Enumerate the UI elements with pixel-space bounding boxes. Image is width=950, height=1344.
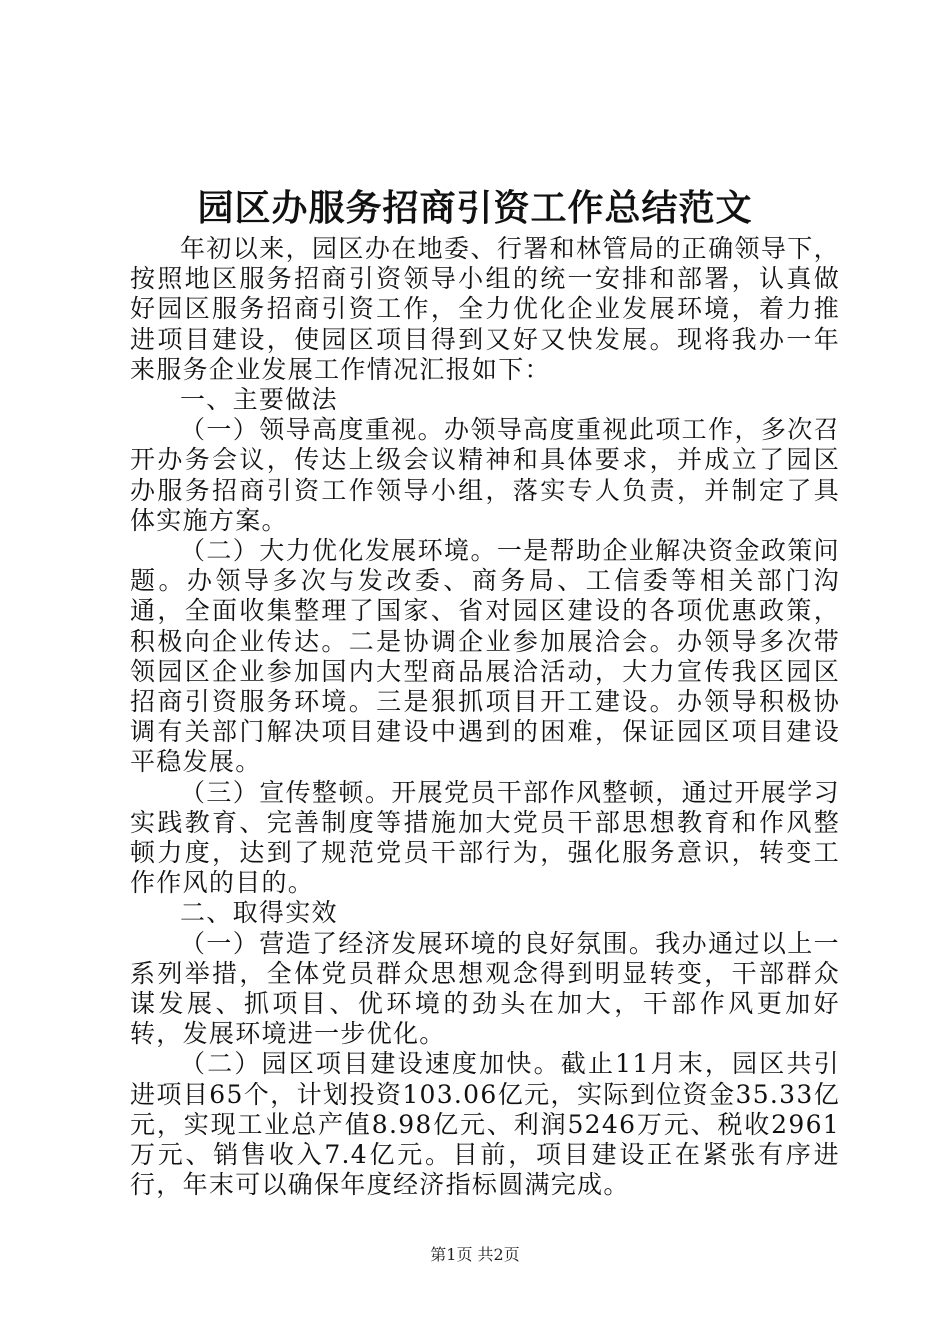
paragraph-leadership: （一）领导高度重视。办领导高度重视此项工作，多次召开办务会议，传达上级会议精神和具体要求，并成立了园区办服务招商引资工作领导小组，落实专人负责，并制定了具体实施方案。: [130, 415, 840, 535]
intro-paragraph: 年初以来，园区办在地委、行署和林管局的正确领导下，按照地区服务招商引资领导小组的统一安排和部署，认真做好园区服务招商引资工作，全力优化企业发展环境，着力推进项目建设，使园区项目得到又好又快发展。现将我办一年来服务企业发展工作情况汇报如下：: [130, 234, 840, 384]
paragraph-environment: （二）大力优化发展环境。一是帮助企业解决资金政策问题。办领导多次与发改委、商务局、工信委等相关部门沟通，全面收集整理了国家、省对园区建设的各项优惠政策，积极向企业传达。二是协调企业参加展洽会。办领导多次带领园区企业参加国内大型商品展洽活动，大力宣传我区园区招商引资服务环境。三是狠抓项目开工建设。办领导积极协调有关部门解决项目建设中遇到的困难，保证园区项目建设平稳发展。: [130, 536, 840, 777]
section-heading-results: 二、取得实效: [180, 898, 338, 928]
document-body: [130, 234, 840, 1201]
page-number-footer: 第1页 共2页: [430, 1245, 520, 1264]
document-title: 园区办服务招商引资工作总结范文: [197, 187, 753, 229]
section-heading-main-practices: 一、主要做法: [180, 385, 338, 415]
paragraph-atmosphere: （一）营造了经济发展环境的良好氛围。我办通过以上一系列举措，全体党员群众思想观念得到明显转变，干部群众谋发展、抓项目、优环境的劲头在加大，干部作风更加好转，发展环境进一步优化。: [130, 928, 840, 1049]
paragraph-rectification: （三）宣传整顿。开展党员干部作风整顿，通过开展学习实践教育、完善制度等措施加大党员干部思想教育和作风整顿力度，达到了规范党员干部行为，强化服务意识，转变工作作风的目的。: [130, 777, 840, 898]
paragraph-project-speed: （二）园区项目建设速度加快。截止11月末，园区共引进项目65个，计划投资103.06亿元，实际到位资金35.33亿元，实现工业总产值8.98亿元、利润5246万元、税收2961万元、销售收入7.4亿元。目前，项目建设正在紧张有序进行，年末可以确保年度经济指标圆满完成。: [130, 1049, 840, 1200]
